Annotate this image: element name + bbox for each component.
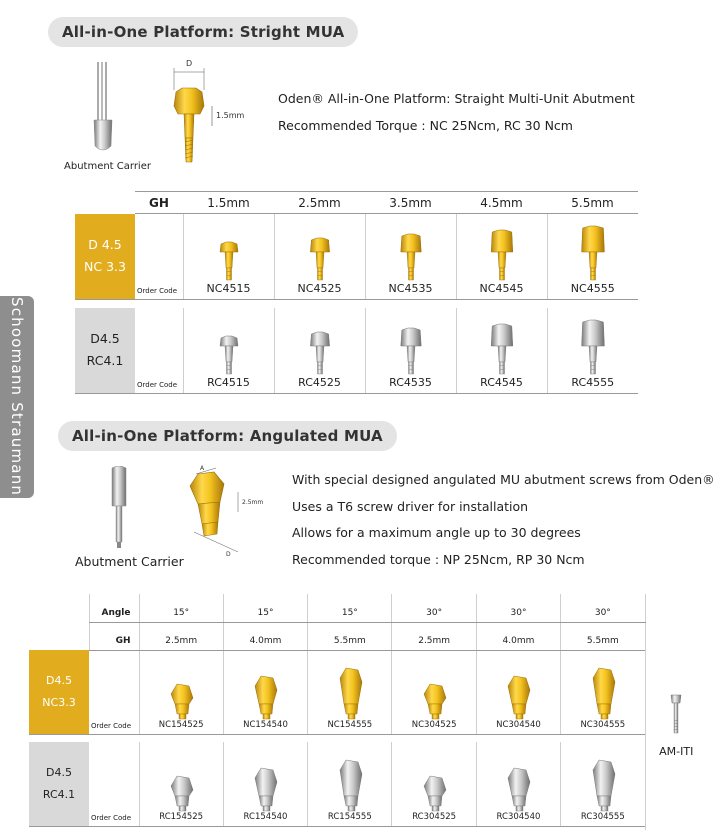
desc-line: Allows for a maximum angle up to 30 degrees (292, 525, 581, 540)
angulated-mua-table (29, 594, 707, 830)
silver-straight-abutment-icon (305, 318, 335, 376)
dim-h-label: 1.5mm (216, 111, 245, 120)
angle-value: 15° (223, 594, 307, 622)
height-value: 2.5mm (392, 622, 476, 650)
silver-angulated-abutment-icon (332, 754, 368, 812)
angle-header: Angle (89, 594, 139, 622)
product-cell (365, 308, 456, 394)
product-cell (223, 742, 307, 826)
straight-mua-table (75, 191, 638, 394)
dim-a-label: A (200, 465, 205, 472)
straight-mua-diagram (160, 54, 260, 170)
product-cell (274, 308, 365, 394)
product-cell (561, 650, 645, 734)
silver-angulated-abutment-icon (163, 754, 199, 812)
silver-angulated-abutment-icon (247, 754, 283, 812)
row-label-nc: D 4.5 NC 3.3 (75, 214, 135, 300)
order-code-label: Order Code (89, 650, 139, 734)
silver-straight-abutment-icon (578, 318, 608, 376)
silver-angulated-abutment-icon (585, 754, 621, 812)
silver-straight-abutment-icon (396, 318, 426, 376)
gold-angulated-abutment-icon (585, 662, 621, 720)
order-code-label: Order Code (135, 308, 183, 394)
gh-header: GH (135, 192, 183, 214)
product-cell (139, 742, 223, 826)
order-code: NC154525 (158, 719, 204, 730)
order-code: RC4525 (298, 376, 341, 389)
silver-straight-abutment-icon (487, 318, 517, 376)
product-cell (365, 214, 456, 300)
order-code: NC4515 (206, 282, 251, 295)
table-row (75, 308, 638, 394)
gh-header-2: GH (89, 622, 139, 650)
height-header: 2.5mm (274, 192, 365, 214)
product-cell (392, 650, 476, 734)
product-cell (223, 650, 307, 734)
desc-line: Oden® All-in-One Platform: Straight Multi-Unit Abutment (278, 91, 635, 106)
dim-d-label-2: D (226, 551, 231, 558)
dim-h-label-2: 2.5mm (242, 499, 264, 506)
gold-straight-abutment-icon (305, 224, 335, 282)
order-code: NC304555 (580, 719, 626, 730)
angle-value: 15° (139, 594, 223, 622)
desc-line: With special designed angulated MU abutment screws from Oden® (292, 472, 715, 487)
order-code: RC304540 (496, 811, 541, 822)
desc-line: Recommended Torque : NC 25Ncm, RC 30 Ncm (278, 118, 573, 133)
angle-value: 30° (561, 594, 645, 622)
section1-description (278, 85, 635, 139)
height-value: 4.0mm (223, 622, 307, 650)
product-cell (139, 650, 223, 734)
product-cell (476, 650, 560, 734)
order-code: RC4545 (480, 376, 523, 389)
abutment-carrier-image-2 (104, 466, 134, 550)
row-label-rc: D4.5 RC4.1 (75, 308, 135, 394)
gold-straight-abutment-icon (578, 224, 608, 282)
gold-straight-abutment-icon (396, 224, 426, 282)
am-iti-screw-image (668, 693, 684, 737)
order-code: NC4555 (570, 282, 615, 295)
order-code-label: Order Code (135, 214, 183, 300)
order-code-label: Order Code (89, 742, 139, 826)
gold-straight-abutment-icon (487, 224, 517, 282)
order-code: NC4535 (388, 282, 433, 295)
gold-angulated-abutment-icon (332, 662, 368, 720)
height-header: 3.5mm (365, 192, 456, 214)
gold-angulated-abutment-icon (163, 662, 199, 720)
angle-value: 30° (392, 594, 476, 622)
height-header: 1.5mm (183, 192, 274, 214)
section1-title: All-in-One Platform: Stright MUA (48, 17, 358, 47)
section2-description (292, 467, 715, 573)
order-code: NC4525 (297, 282, 342, 295)
product-cell (547, 214, 638, 300)
silver-angulated-abutment-icon (416, 754, 452, 812)
row-label-nc: D4.5 NC3.3 (29, 650, 89, 734)
order-code: RC154525 (159, 811, 204, 822)
angle-value: 15° (308, 594, 392, 622)
product-cell (392, 742, 476, 826)
order-code: RC4535 (389, 376, 432, 389)
row-label-rc: D4.5 RC4.1 (29, 742, 89, 826)
side-tab: Schoomann Straumann (0, 296, 34, 498)
abutment-carrier-image (88, 62, 118, 158)
order-code: RC4515 (207, 376, 250, 389)
table-row (75, 214, 638, 300)
silver-straight-abutment-icon (214, 318, 244, 376)
product-cell (547, 308, 638, 394)
table-row (29, 742, 707, 826)
product-cell (476, 742, 560, 826)
order-code: NC4545 (479, 282, 524, 295)
height-value: 4.0mm (476, 622, 560, 650)
dim-d-label: D (186, 59, 193, 68)
gold-angulated-abutment-icon (247, 662, 283, 720)
product-cell (456, 214, 547, 300)
abutment-carrier-caption: Abutment Carrier (64, 161, 151, 172)
order-code: RC304525 (412, 811, 457, 822)
gold-angulated-abutment-icon (500, 662, 536, 720)
desc-line: Recommended torque : NP 25Ncm, RP 30 Ncm (292, 551, 585, 567)
desc-line: Uses a T6 screw driver for installation (292, 498, 529, 514)
gold-angulated-abutment-icon (416, 662, 452, 720)
angulated-mua-diagram (180, 462, 280, 562)
height-value: 5.5mm (308, 622, 392, 650)
height-value: 5.5mm (561, 622, 645, 650)
screw-cell (645, 594, 707, 830)
silver-angulated-abutment-icon (500, 754, 536, 812)
product-cell (308, 742, 392, 826)
abutment-carrier-caption-2: Abutment Carrier (75, 554, 184, 569)
order-code: NC304525 (411, 719, 457, 730)
angle-value: 30° (476, 594, 560, 622)
product-cell (274, 214, 365, 300)
order-code: NC154555 (327, 719, 373, 730)
height-value: 2.5mm (139, 622, 223, 650)
product-cell (183, 214, 274, 300)
section2-title: All-in-One Platform: Angulated MUA (58, 421, 397, 451)
height-header: 4.5mm (456, 192, 547, 214)
order-code: NC304540 (496, 719, 541, 730)
order-code: RC154555 (327, 811, 372, 822)
gold-straight-abutment-icon (214, 224, 244, 282)
order-code: RC304555 (580, 811, 625, 822)
product-cell (308, 650, 392, 734)
height-header: 5.5mm (547, 192, 638, 214)
product-cell (183, 308, 274, 394)
product-cell (456, 308, 547, 394)
order-code: RC154540 (243, 811, 288, 822)
table-row (29, 650, 707, 734)
product-cell (561, 742, 645, 826)
order-code: RC4555 (571, 376, 615, 389)
am-iti-label: AM-ITI (659, 744, 694, 758)
order-code: NC154540 (243, 719, 288, 730)
